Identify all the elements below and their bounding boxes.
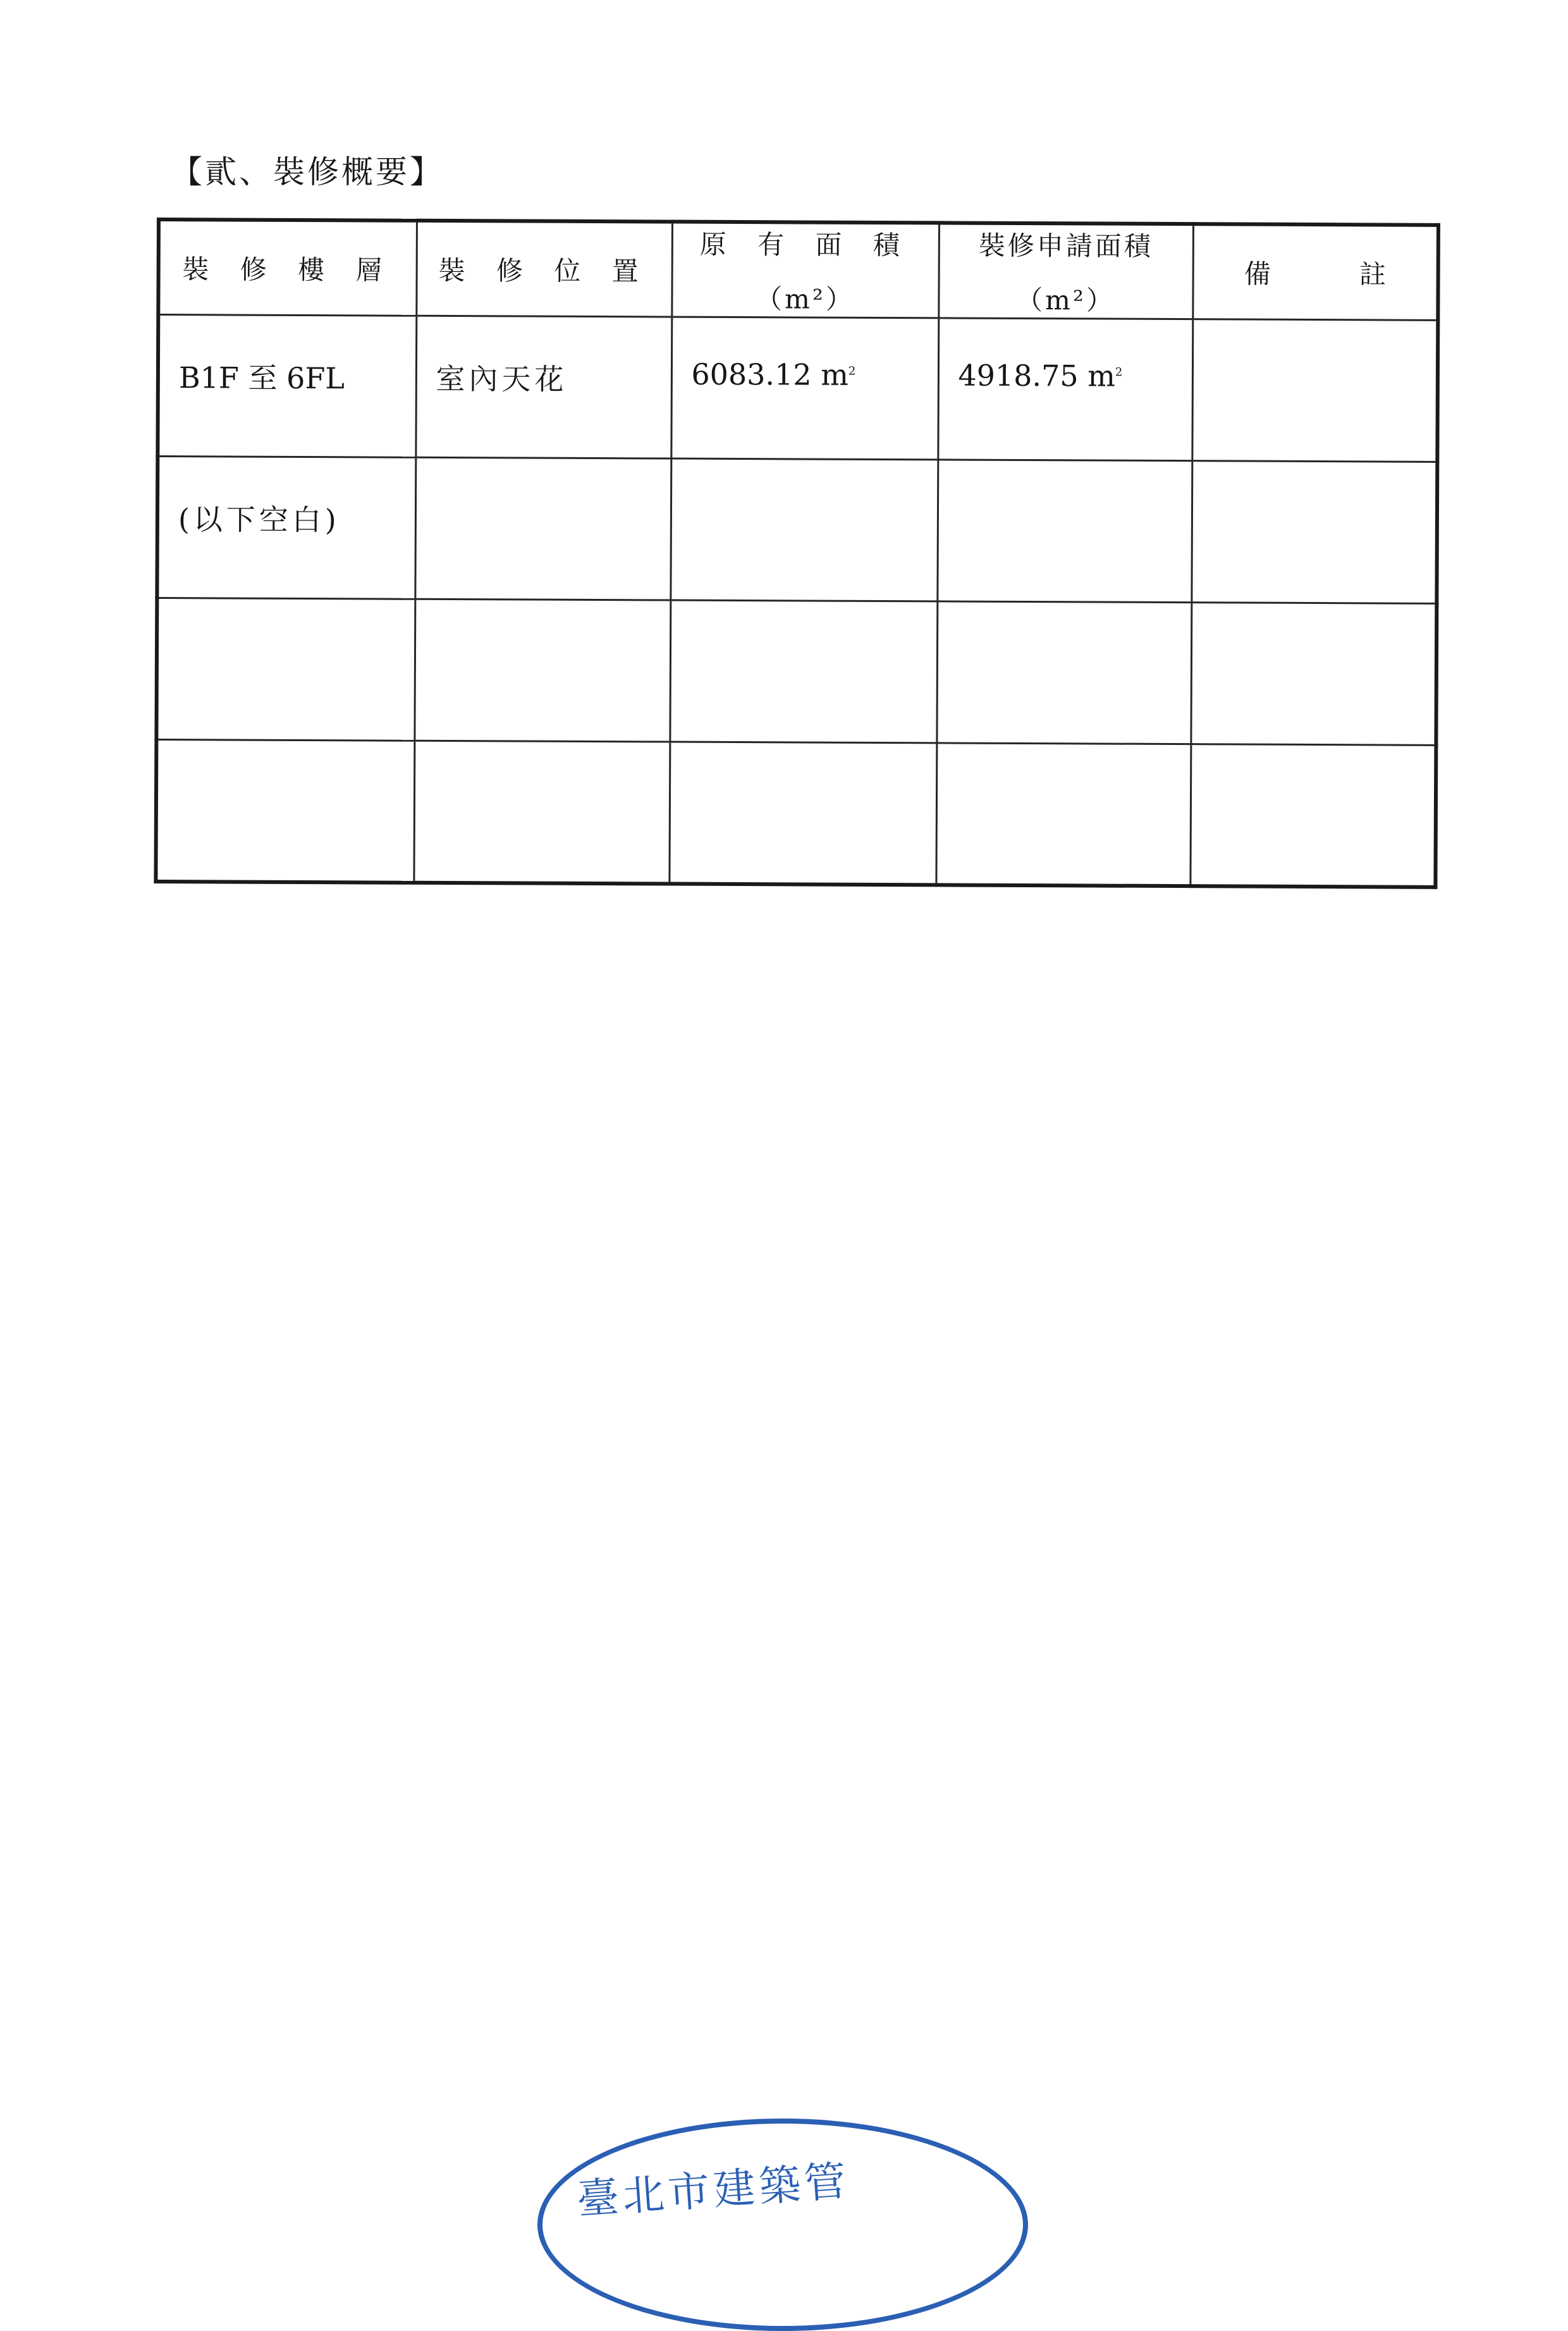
table-row <box>156 740 1436 887</box>
header-remarks-char-1: 備 <box>1244 258 1271 290</box>
cell-floor <box>156 598 415 741</box>
header-applied-area-unit: （m²） <box>1015 284 1115 316</box>
table-row <box>156 598 1436 746</box>
header-location: 裝 修 位 置 <box>416 221 672 317</box>
cell-remarks <box>1192 319 1438 462</box>
header-original-area-unit: （m²） <box>755 283 855 315</box>
cell-applied-area <box>937 460 1192 603</box>
table-row <box>157 315 1438 462</box>
applied-area-value: 4918.75 <box>958 358 1079 393</box>
official-seal-text: 臺北市建築管 <box>575 2156 852 2224</box>
header-remarks-char-2: 註 <box>1359 259 1386 290</box>
area-unit: m <box>821 357 849 392</box>
table-header-row <box>158 219 1438 320</box>
cell-original-area <box>670 600 937 743</box>
cell-location: 室內天花 <box>415 316 671 458</box>
cell-location <box>414 599 670 742</box>
cell-remarks <box>1191 603 1436 746</box>
cell-location <box>413 741 670 883</box>
official-seal <box>537 2119 1028 2331</box>
cell-floor: B1F 至 6FL <box>157 315 416 458</box>
cell-location <box>415 457 671 600</box>
cell-remarks <box>1191 461 1437 604</box>
cell-original-area <box>669 742 936 885</box>
cell-applied-area <box>936 743 1191 886</box>
area-unit-sup: 2 <box>848 364 856 378</box>
cell-floor <box>156 740 414 883</box>
header-original-area-label: 原 有 面 積 <box>699 228 911 261</box>
header-floor: 裝 修 樓 層 <box>158 219 417 316</box>
table-row <box>157 457 1437 604</box>
cell-remarks <box>1190 744 1436 887</box>
original-area-value: 6083.12 <box>691 357 812 392</box>
area-unit-sup: 2 <box>1115 366 1123 379</box>
header-applied-area-label: 裝修申請面積 <box>978 230 1153 262</box>
cell-original-area <box>671 317 938 460</box>
cell-applied-area <box>938 318 1192 461</box>
cell-applied-area <box>936 601 1191 744</box>
header-original-area <box>671 222 939 318</box>
cell-original-area <box>670 458 938 601</box>
header-applied-area <box>938 223 1193 319</box>
section-heading: 【貳、裝修概要】 <box>171 154 444 190</box>
area-unit: m <box>1087 359 1116 393</box>
cell-floor: (以下空白) <box>157 457 415 600</box>
renovation-summary-table <box>154 218 1440 889</box>
header-remarks <box>1192 224 1438 320</box>
